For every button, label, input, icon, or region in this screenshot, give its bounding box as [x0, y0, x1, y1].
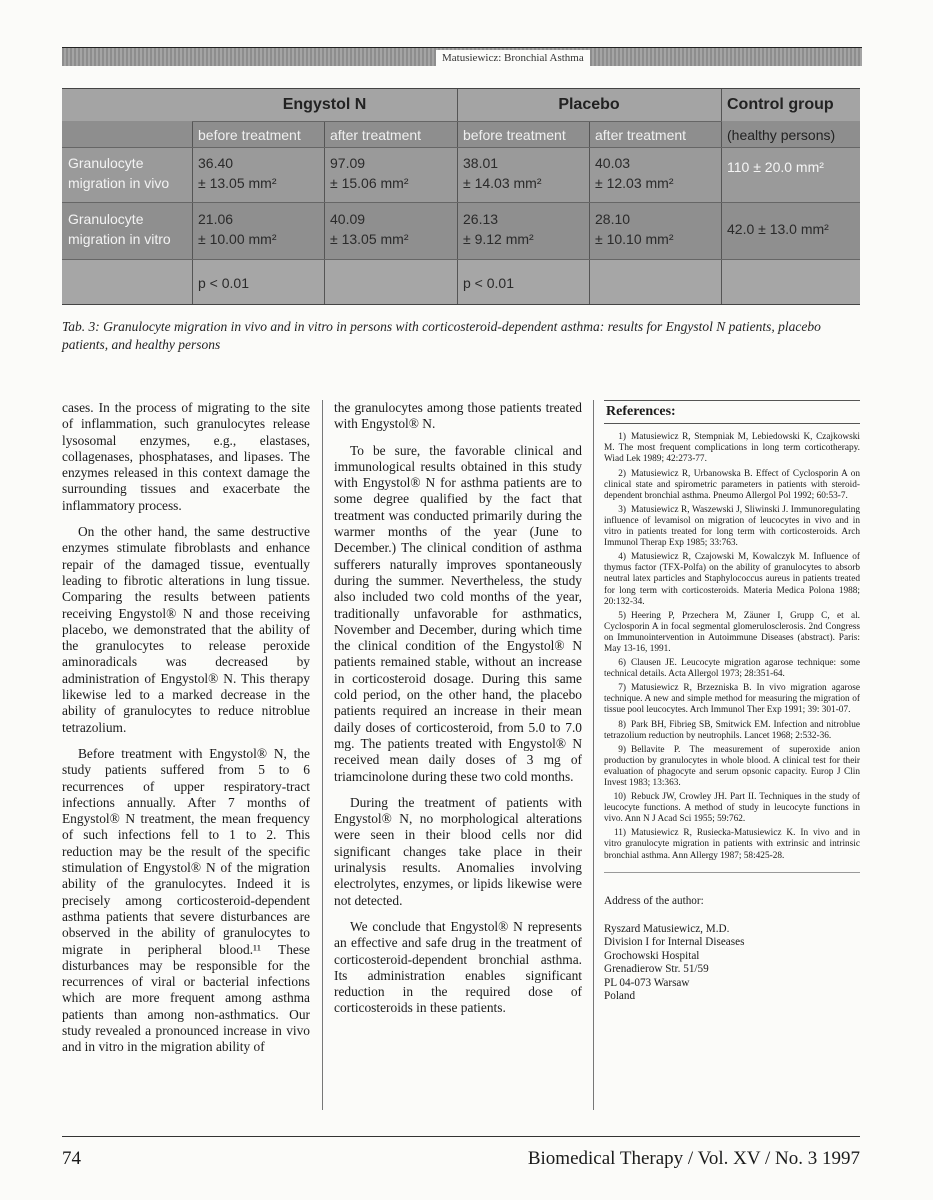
- reference-text: Rebuck JW, Crowley JH. Part II. Techniques in the study of leucocyte functions. A method of study in leucocyte functions in vivo. Ann N J Acad Sci 1955; 59:762.: [604, 792, 860, 825]
- body-column-1: [62, 400, 310, 1066]
- reference-item: [604, 432, 860, 465]
- journal-citation: Biomedical Therapy / Vol. XV / No. 3 1997: [527, 1148, 860, 1169]
- reference-text: Matusiewicz R, Waszewski J, Sliwinski J. Immunoregulating influence of levamisol on migration of leucocytes in vivo and in vitro in patients treated for long term with corticosteroids. Arch Immunol Therap Exp 1985; 33:763.: [604, 504, 860, 549]
- address-line: PL 04-073 Warsaw: [604, 976, 690, 989]
- table-cell: 40.09 ± 13.05 mm²: [330, 211, 409, 247]
- reference-item: [604, 505, 860, 549]
- table-cell: 26.13 ± 9.12 mm²: [463, 211, 534, 247]
- subheader-engystol-after: after treatment: [330, 127, 422, 143]
- paragraph: On the other hand, the same destructive enzymes stimulate fibroblasts and enhance repair of the damaged tissue, eventually leading to fibrotic alterations in lung tissue. Comparing the results between patients receiving Engystol® N and those receiving placebo, we demonstrated that the ability of the granulocytes to release peroxide aminoradicals was decreased by administration of Engystol® N. This therapy likewise led to a marked decrease in the ability of granulocytes to reduce nitroblue tetrazolium.: [62, 524, 310, 735]
- reference-number: 3): [618, 504, 626, 515]
- reference-number: 2): [618, 468, 626, 479]
- subheader-placebo-before: before treatment: [463, 127, 566, 143]
- header-control-group: Control group: [727, 96, 834, 113]
- reference-text: Park BH, Fibrieg SB, Smitwick EM. Infection and nitroblue tetrazolium reduction by neutrophils. Lancet 1968; 2:532-36.: [604, 719, 860, 741]
- table-cell: 36.40 ± 13.05 mm²: [198, 155, 277, 191]
- reference-number: 10): [613, 792, 626, 803]
- address-line: Ryszard Matusiewicz, M.D.: [604, 922, 730, 935]
- footer-rule: [62, 1136, 860, 1137]
- column-divider: [593, 400, 594, 1110]
- address-line: Grenadierow Str. 51/59: [604, 963, 709, 976]
- reference-number: 5): [618, 610, 626, 621]
- address-title: Address of the author:: [604, 894, 704, 907]
- address-line: Poland: [604, 990, 636, 1002]
- running-header-bar: [62, 47, 862, 66]
- reference-number: 1): [618, 432, 626, 443]
- reference-number: 7): [618, 683, 626, 694]
- table-cell: 97.09 ± 15.06 mm²: [330, 155, 409, 191]
- pvalue-placebo: p < 0.01: [463, 275, 514, 291]
- paragraph: cases. In the process of migrating to the site of inflammation, such granulocytes release lysosomal enzymes, e.g., elastases, collagenases, phosphatases, and lipases. The enzymes released in this context damage the surrounding tissues and exacerbate the inflammatory process.: [62, 400, 310, 513]
- paragraph: To be sure, the favorable clinical and immunological results obtained in this study with Engystol® N for asthma patients are to some degree qualified by the fact that treatment was conducted primarily during the warmer months of the year (June to December.) The clinical condition of asthma sufferers naturally improves spontaneously during the summer. Nevertheless, the study also included two cold months of the year, traditionally unfavorable for asthmatics, November and December, during which time the clinical condition of the Engystol® N patients remained stable, without an increase in corticosteroid dosage. During this same cold period, on the other hand, the placebo patients required an increase in their mean daily doses of corticosteroid, from 5.0 to 7.0 mg. The patients treated with Engystol® N received mean daily doses of 3 mg of triamcinolone during these two cold months.: [334, 442, 582, 784]
- subheader-placebo-after: after treatment: [595, 127, 687, 143]
- reference-item: [604, 792, 860, 825]
- page-number: 74: [62, 1148, 81, 1169]
- reference-item: [604, 828, 860, 861]
- reference-text: Matusiewicz R, Urbanowska B. Effect of Cyclosporin A on clinical state and spirometric parameters in patients with steroid-dependent bronchial asthma. Pneumo Allergol Pol 1992; 60:53-7.: [604, 468, 860, 501]
- reference-text: Matusiewicz R, Czajowski M, Kowalczyk M. Influence of thymus factor (TFX-Polfa) on the ability of granulocytes to absorb neutral latex particles and Staphylococcus aureus in patients treated for long term with corticosteroids. Materia Medica Polona 1988; 20:132-34.: [604, 552, 860, 607]
- paragraph: Before treatment with Engystol® N, the study patients suffered from 5 to 6 recurrences of upper respiratory-tract infections annually. After 7 months of Engystol® N treatment, the mean frequency of such infections fell to 1 to 2. This reduction may be the result of the specific stimulation of Engystol® N of the migration ability of the granulocytes. Indeed it is precisely among corticosteroid-dependent asthma patients that severe disturbances are observed in the ability of granulocytes to migrate in peripheral blood.¹¹ These disturbances may be responsible for the recurrences of viral or bacterial infections which are more frequent among asthma patients than among non-asthmatics. Our study revealed a pronounced increase in vivo and in vitro in the migration ability of: [62, 745, 310, 1055]
- reference-item: [604, 469, 860, 502]
- reference-item: [604, 745, 860, 789]
- reference-text: Clausen JE. Leucocyte migration agarose technique: some technical details. Acta Allergol 1973; 28:351-64.: [604, 658, 860, 680]
- pvalue-engystol: p < 0.01: [198, 275, 249, 291]
- table-cell: 40.03 ± 12.03 mm²: [595, 155, 674, 191]
- references-title: References:: [604, 400, 860, 424]
- address-line: Grochowski Hospital: [604, 949, 700, 962]
- reference-item: [604, 611, 860, 655]
- reference-number: 6): [618, 658, 626, 669]
- reference-text: Matusiewicz R, Stempniak M, Lebiedowski K, Czajkowski M. The most frequent complications in long term corticotherapy. Wiad Lek 1989; 42:273-77.: [604, 432, 860, 465]
- reference-text: Heering P, Przechera M, Zäuner I, Grupp C, et al. Cyclosporin A in focal segmental glomerulosclerosis. 2nd Congress on Immunointervention in Autoimmune Diseases (abstract). Paris: May 13-16, 1991.: [604, 610, 860, 654]
- reference-item: [604, 720, 860, 742]
- body-column-2: [334, 400, 582, 1027]
- paragraph: During the treatment of patients with Engystol® N, no morphological alterations were seen in their blood cells nor did significant changes take place in their urinalysis results. Anomalies involving electrolytes, enzymes, or lipids likewise were not detected.: [334, 794, 582, 908]
- subheader-engystol-before: before treatment: [198, 127, 301, 143]
- references-column: [604, 400, 860, 1003]
- reference-number: 8): [618, 719, 626, 730]
- column-divider: [322, 400, 323, 1110]
- paragraph: the granulocytes among those patients treated with Engystol® N.: [334, 400, 582, 432]
- subheader-control: (healthy persons): [727, 127, 836, 143]
- references-list: [604, 432, 860, 861]
- row-label-in-vitro: Granulocyte migration in vitro: [68, 211, 171, 247]
- table-cell: 110 ± 20.0 mm²: [727, 159, 824, 175]
- row-label-in-vivo: Granulocyte migration in vivo: [68, 155, 170, 191]
- table-cell: 38.01 ± 14.03 mm²: [463, 155, 542, 191]
- author-address: [604, 872, 860, 1004]
- reference-item: [604, 683, 860, 716]
- table-cell: 28.10 ± 10.10 mm²: [595, 211, 674, 247]
- header-placebo: Placebo: [558, 96, 620, 113]
- reference-text: Bellavite P. The measurement of superoxide anion production by granulocytes in whole blood. A clinical test for their evaluation of phagocyte and serum opsonic capacity. Europ J Clin Invest 1983; 13:363.: [604, 744, 860, 789]
- paragraph: We conclude that Engystol® N represents an effective and safe drug in the treatment of corticosteroid-dependent bronchial asthma. Its administration enables significant reduction in the required dose of corticosteroids in these patients.: [334, 918, 582, 1016]
- reference-text: Matusiewicz R, Brzezniska B. In vivo migration agarose technique. A new and simple method for measuring the migration of tissue pool leucocytes. Arch Immunol Ther Exp 1991; 39: 301-07.: [604, 683, 860, 716]
- reference-text: Matusiewicz R, Rusiecka-Matusiewicz K. In vivo and in vitro granulocyte migration in patients with extrinsic and intrinsic bronchial asthma. Ann Allergy 1987; 58:425-28.: [604, 828, 860, 861]
- reference-number: 4): [618, 552, 626, 563]
- address-line: Division I for Internal Diseases: [604, 936, 745, 949]
- reference-item: [604, 552, 860, 607]
- results-table: [62, 88, 860, 305]
- table-caption: Tab. 3: Granulocyte migration in vivo and in vitro in persons with corticosteroid-dependent asthma: results for Engystol N patients, placebo patients, and healthy persons: [62, 319, 821, 352]
- reference-number: 11): [613, 828, 626, 839]
- table-cell: 21.06 ± 10.00 mm²: [198, 211, 277, 247]
- reference-item: [604, 658, 860, 680]
- table-cell: 42.0 ± 13.0 mm²: [727, 221, 829, 237]
- reference-number: 9): [618, 744, 626, 755]
- running-header: Matusiewicz: Bronchial Asthma: [436, 50, 590, 66]
- header-engystol: Engystol N: [282, 96, 367, 113]
